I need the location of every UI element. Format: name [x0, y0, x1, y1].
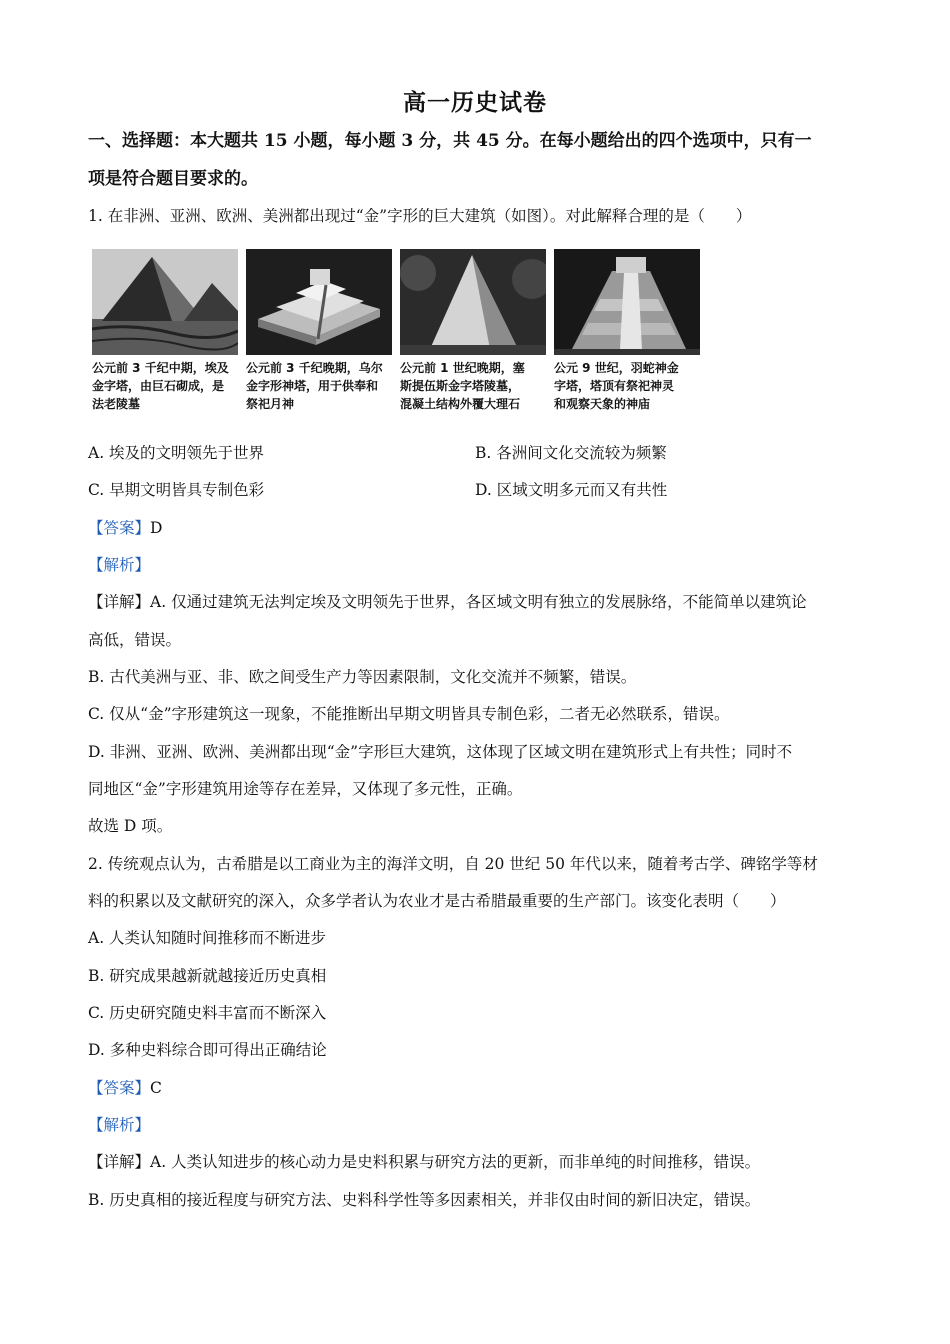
q1-detail-b: B. 古代美洲与亚、非、欧之间受生产力等因素限制，文化交流并不频繁，错误。 [88, 668, 637, 686]
q1-detail-d-line-2: 同地区“金”字形建筑用途等存在差异，又体现了多元性，正确。 [88, 780, 523, 798]
q1-figure-1 [92, 249, 238, 413]
q1-analysis-label: 【解析】 [88, 556, 151, 574]
q1-option-b: B. 各洲间文化交流较为频繁 [475, 444, 667, 462]
q2-stem-line-1: 2. 传统观点认为，古希腊是以工商业为主的海洋文明，自 20 世纪 50 年代以来，随着考古学、碑铭学等材 [88, 855, 818, 873]
page-title: 高一历史试卷 [403, 89, 547, 116]
q1-figure-1-caption: 公元前 3 千纪中期，埃及 金字塔，由巨石砌成，是 法老陵墓 [92, 361, 229, 411]
q1-figure-4 [554, 249, 700, 413]
q1-conclusion: 故选 D 项。 [88, 817, 173, 835]
q1-option-d: D. 区域文明多元而又有共性 [475, 481, 668, 499]
q1-detail-a-line-1: 【详解】A. 仅通过建筑无法判定埃及文明领先于世界，各区域文明有独立的发展脉络，不能简单以建筑论 [88, 593, 807, 611]
q1-detail-a-line-2: 高低，错误。 [88, 631, 182, 649]
kukulcan-pyramid-image [554, 249, 700, 355]
q2-detail-a: 【详解】A. 人类认知进步的核心动力是史料积累与研究方法的更新，而非单纯的时间推移，错误。 [88, 1153, 761, 1171]
q1-answer [88, 517, 878, 539]
q1-figure-2-caption: 公元前 3 千纪晚期，乌尔 金字形神塔，用于供奉和 祭祀月神 [246, 361, 383, 411]
q1-stem: 1. 在非洲、亚洲、欧洲、美洲都出现过“金”字形的巨大建筑（如图）。对此解释合理的是（ ） [88, 207, 752, 225]
detail-label: 【详解】 [88, 1153, 151, 1171]
answer-label: 【答案】 [88, 519, 151, 537]
detail-label: 【详解】 [88, 593, 151, 611]
q2-option-d: D. 多种史料综合即可得出正确结论 [88, 1041, 327, 1059]
q1-figure-row [92, 249, 682, 424]
ziggurat-image [246, 249, 392, 355]
q1-figure-4-caption: 公元 9 世纪，羽蛇神金 字塔，塔顶有祭祀神灵 和观察天象的神庙 [554, 361, 679, 411]
q2-answer [88, 1077, 878, 1099]
q1-figure-2 [246, 249, 392, 413]
answer-label: 【答案】 [88, 1079, 151, 1097]
answer-value: D [150, 519, 163, 537]
q2-detail-b: B. 历史真相的接近程度与研究方法、史料科学性等多因素相关，并非仅由时间的新旧决定，错误。 [88, 1191, 761, 1209]
q1-option-a: A. 埃及的文明领先于世界 [88, 444, 265, 462]
q2-stem-line-2: 料的积累以及文献研究的深入，众多学者认为农业才是古希腊最重要的生产部门。该变化表明（ ） [88, 892, 786, 910]
q1-figure-3 [400, 249, 546, 413]
q1-detail-c: C. 仅从“金”字形建筑这一现象，不能推断出早期文明皆具专制色彩，二者无必然联系，错误。 [88, 705, 730, 723]
q2-option-a: A. 人类认知随时间推移而不断进步 [88, 929, 327, 947]
section-heading-line-2: 项是符合题目要求的。 [88, 169, 258, 189]
answer-value: C [150, 1079, 162, 1097]
cestius-pyramid-image [400, 249, 546, 355]
section-heading-line-1: 一、选择题：本大题共 15 小题，每小题 3 分，共 45 分。在每小题给出的四个选项中，只有一 [88, 131, 812, 151]
q2-option-c: C. 历史研究随史料丰富而不断深入 [88, 1004, 327, 1022]
q1-figure-3-caption: 公元前 1 世纪晚期，塞 斯提伍斯金字塔陵墓， 混凝土结构外覆大理石 [400, 361, 525, 411]
q1-option-c: C. 早期文明皆具专制色彩 [88, 481, 265, 499]
q2-analysis-label: 【解析】 [88, 1116, 151, 1134]
q1-detail-d-line-1: D. 非洲、亚洲、欧洲、美洲都出现“金”字形巨大建筑，这体现了区域文明在建筑形式上有共性；同时不 [88, 743, 793, 761]
q2-option-b: B. 研究成果越新就越接近历史真相 [88, 967, 327, 985]
egypt-pyramid-image [92, 249, 238, 355]
